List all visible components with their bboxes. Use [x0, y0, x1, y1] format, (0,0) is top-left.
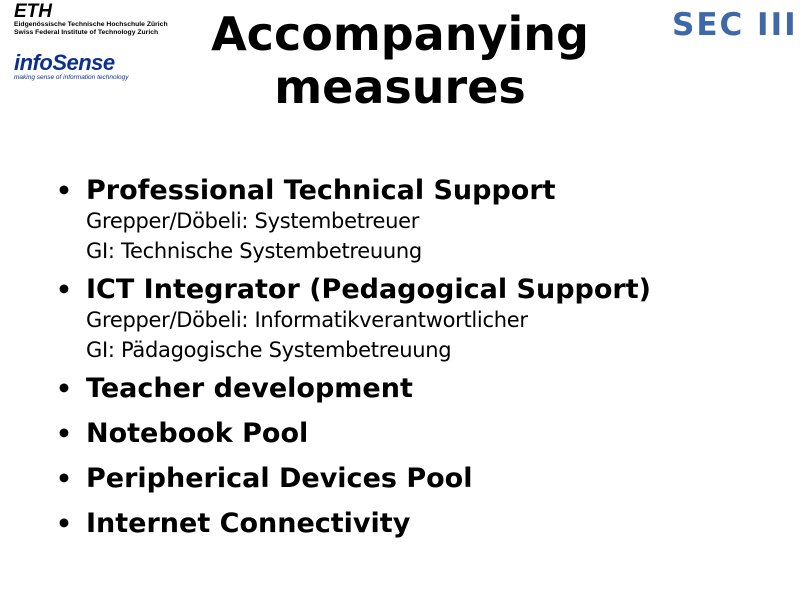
- bullet-title: Peripherical Devices Pool: [86, 463, 473, 494]
- eth-logo-line-2: Swiss Federal Institute of Technology Zurich: [14, 29, 159, 36]
- bullet-item: [56, 460, 786, 497]
- infosense-logo: [14, 52, 154, 82]
- bullet-sub-block: [86, 304, 786, 366]
- bullet-list: [56, 172, 786, 550]
- bullet-dot-icon: •: [56, 509, 72, 538]
- bullet-title: ICT Integrator (Pedagogical Support): [86, 274, 651, 305]
- bullet-sub-block: [86, 205, 786, 267]
- bullet-item: [56, 370, 786, 407]
- sec-iii-logo: SEC III: [672, 7, 798, 43]
- bullet-dot-icon: •: [56, 419, 72, 448]
- slide-title-line-1: Accompanying: [211, 7, 589, 61]
- bullet-item: [56, 505, 786, 542]
- bullet-item: [56, 271, 786, 366]
- slide-title-line-2: measures: [274, 60, 526, 114]
- eth-logo: [14, 2, 184, 37]
- eth-logo-line-1: Eidgenössische Technische Hochschule Zürich: [14, 21, 168, 28]
- bullet-dot-icon: •: [56, 176, 72, 205]
- bullet-dot-icon: •: [56, 374, 72, 403]
- bullet-dot-icon: •: [56, 464, 72, 493]
- bullet-item: [56, 415, 786, 452]
- bullet-title: Professional Technical Support: [86, 175, 556, 206]
- infosense-logo-word: infoSense: [14, 50, 115, 75]
- bullet-sub-line: Grepper/Döbeli: Systembetreuer: [86, 209, 420, 233]
- infosense-logo-tagline: making sense of information technology: [14, 74, 129, 81]
- bullet-title: Notebook Pool: [86, 418, 309, 449]
- bullet-item: [56, 172, 786, 267]
- bullet-title: Internet Connectivity: [86, 508, 411, 539]
- bullet-sub-line: GI: Technische Systembetreuung: [86, 239, 422, 263]
- bullet-sub-line: GI: Pädagogische Systembetreuung: [86, 338, 452, 362]
- eth-logo-word: ETH: [14, 1, 52, 22]
- slide-title: [160, 8, 640, 114]
- bullet-title: Teacher development: [86, 373, 413, 404]
- bullet-sub-line: Grepper/Döbeli: Informatikverantwortlicher: [86, 308, 528, 332]
- bullet-dot-icon: •: [56, 275, 72, 304]
